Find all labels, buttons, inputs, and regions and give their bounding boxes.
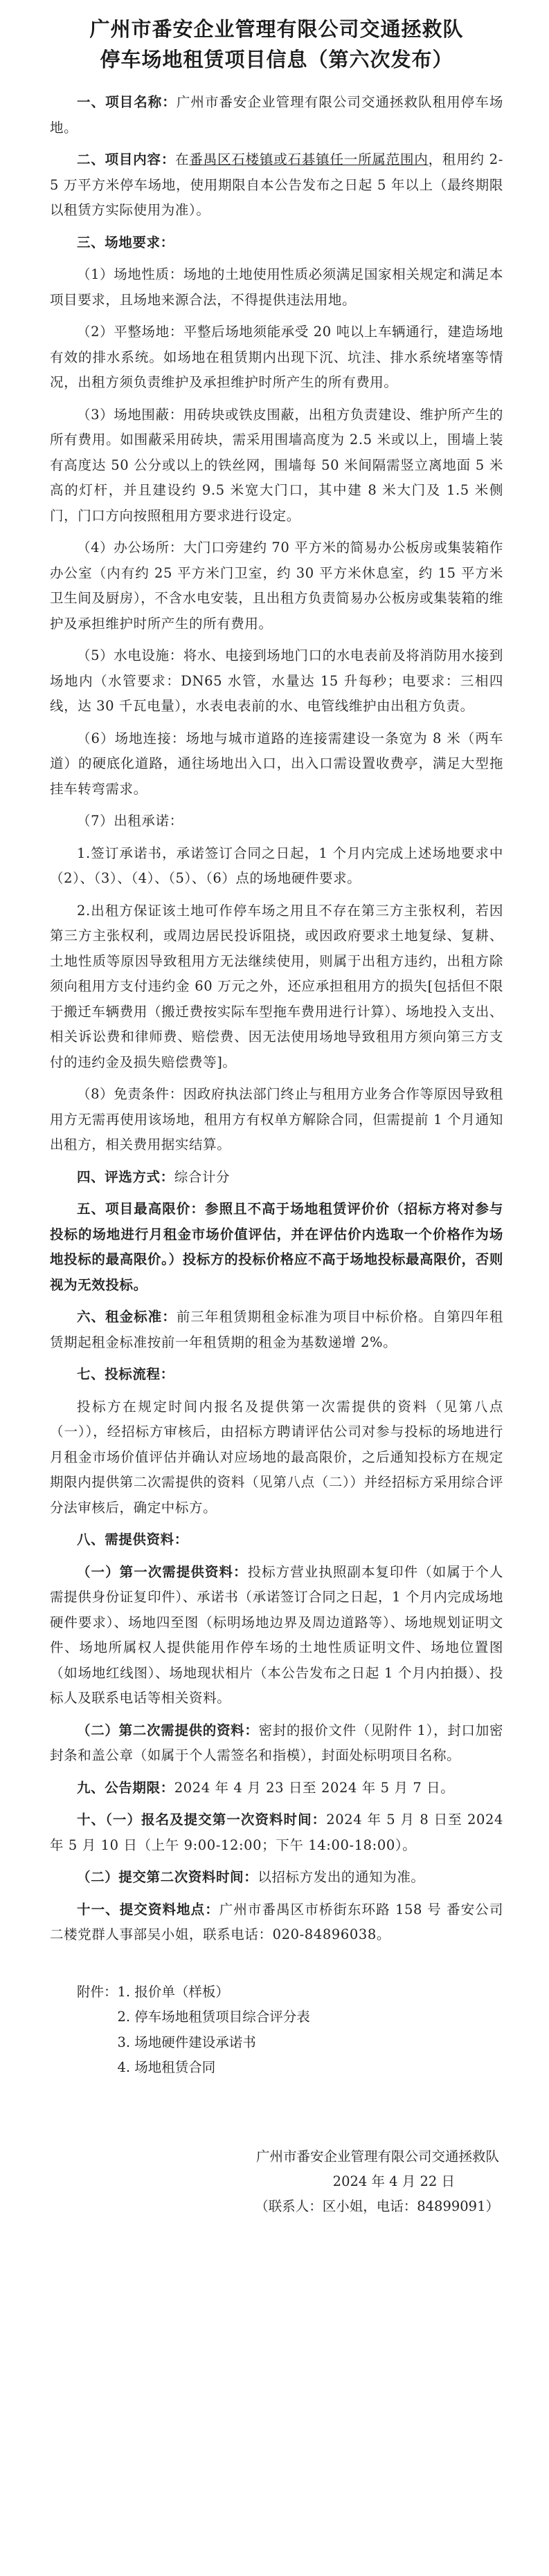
attachments-label: 附件： [77, 1983, 118, 2000]
materials-second-submission [50, 1718, 503, 1769]
section-registration-time [50, 1807, 503, 1858]
location-underlined: 番禺区石楼镇或石碁镇任一所属范围内 [189, 151, 429, 167]
requirement-1: （1）场地性质：场地的土地使用性质必须满足国家相关规定和满足本项目要求，且场地来源合法，不得提供违法用地。 [50, 266, 504, 308]
section-heading: （二）提交第二次资料时间： [77, 1869, 258, 1885]
requirement-7-item-2: 2.出租方保证该土地可作停车场之用且不存在第三方主张权利，若因第三方主张权利，或周边居民投诉阻挠，或因政府要求土地复绿、复耕、土地性质等原因导致租用方无法继续使用，则属于出租方违约，出租方除须向租用方支付违约金 60 万元之外，还应承担租用方的损失[包括但不限于搬迁车辆费用（搬迁费按实际车型拖车费用进行计算）、场地投入支出、相关诉讼费和律师费、赔偿费、因无法使用场地导致租用方须向第三方支付的违约金及损失赔偿费等]。 [50, 902, 503, 1070]
section-heading: 三、场地要求： [77, 234, 174, 250]
requirement-6: （6）场地连接：场地与城市道路的连接需建设一条宽为 8 米（两车道）的硬底化道路，通往场地出入口，出入口需设置收费亭，满足大型拖挂车转弯需求。 [50, 730, 503, 797]
section-text: 2024 年 4 月 23 日至 2024 年 5 月 7 日。 [174, 1779, 455, 1796]
section-required-materials [50, 1527, 503, 1553]
requirement-7: （7）出租承诺： [77, 813, 183, 829]
signature-contact: （联系人：区小姐，电话：84899091） [255, 2198, 499, 2214]
section-heading: 十一、提交资料地点： [77, 1901, 219, 1917]
attachments-heading [50, 1980, 503, 2005]
section-heading: 五、项目最高限价： [77, 1201, 205, 1217]
section-rent-standard [50, 1305, 503, 1355]
section-heading: 七、投标流程： [77, 1366, 174, 1382]
signature-block [50, 2144, 503, 2219]
attachment-item: 3. 场地硬件建设承诺书 [117, 2034, 256, 2050]
section-second-submission-time [50, 1865, 503, 1890]
subsection-text: 密封的报价文件（见附件 1），封口加密封条和盖公章（如属于个人需签名和指模），封面处标明项目名称。 [50, 1722, 503, 1763]
requirement-2: （2）平整场地：平整后场地须能承受 20 吨以上车辆通行，建造场地有效的排水系统。如场地在租赁期内出现下沉、坑洼、排水系统堵塞等情况，出租方须负责维护及承担维护时所产生的所有费用。 [50, 324, 503, 390]
section-heading: 二、项目内容： [77, 151, 176, 167]
section-project-name [50, 90, 503, 140]
title-line-1: 广州市番安企业管理有限公司交通拯救队 [89, 17, 464, 41]
page-title [50, 14, 503, 75]
section-evaluation-method [50, 1165, 503, 1190]
subsection-heading: （一）第一次需提供资料： [77, 1563, 248, 1580]
attachment-item: 1. 报价单（样板） [117, 1983, 229, 2000]
section-text: 前三年租赁期租金标准为项目中标价格。自第四年租赁期起租金标准按前一年租赁期的租金为基数递增 2%。 [50, 1309, 503, 1350]
bidding-process-text: 投标方在规定时间内报名及提供第一次需提供的资料（见第八点（一）），经招标方审核后，由招标方聘请评估公司对参与投标的场地进行月租金市场价值评估并确认对应场地的最高限价，之后通知投标方在规定期限内提供第二次需提供的资料（见第八点（二））并经招标方采用综合评分法审核后，确定中标方。 [50, 1398, 503, 1516]
section-notice-period [50, 1776, 503, 1801]
section-heading: 九、公告期限： [77, 1779, 174, 1796]
section-site-requirements [50, 230, 503, 256]
attachment-item: 2. 停车场地租赁项目综合评分表 [117, 2009, 310, 2025]
section-text-pre: 在 [175, 151, 190, 167]
materials-first-submission [50, 1560, 503, 1711]
signature-date: 2024 年 4 月 22 日 [332, 2173, 455, 2189]
subsection-text: 投标方营业执照副本复印件（如属于个人需提供身份证复印件）、承诺书（承诺签订合同之日起，1 个月内完成场地硬件要求）、场地四至图（标明场地边界及周边道路等）、场地规划证明文件、场地所属权人提供能用作停车场的土地性质证明文件、场地位置图（如场地红线图）、场地现状相片（本公告发布之日起 1 个月内拍摄）、投标人及联系电话等相关资料。 [50, 1563, 503, 1706]
subsection-heading: （二）第二次需提供的资料： [77, 1722, 259, 1738]
section-price-cap [50, 1197, 503, 1298]
section-submission-location [50, 1897, 503, 1948]
section-bidding-process [50, 1362, 503, 1388]
section-text: 参照且不高于场地租赁评价价（招标方将对参与投标的场地进行月租金市场价值评估，并在评估价内选取一个价格作为场地投标的最高限价。）投标方的投标价格应不高于场地投标最高限价，否则视为无效投标。 [50, 1201, 503, 1293]
section-heading: 一、项目名称： [77, 94, 177, 110]
section-text: 2024 年 5 月 8 日至 2024 年 5 月 10 日（上午 9:00-12:00；下午 14:00-18:00）。 [50, 1812, 503, 1853]
requirement-5: （5）水电设施：将水、电接到场地门口的水电表前及将消防用水接到场地内（水管要求：DN65 水管，水量达 15 升每秒；电要求：三相四线，达 30 千瓦电量），水表电表前的水、电管线维护由出租方负责。 [50, 647, 504, 714]
requirement-3: （3）场地围蔽：用砖块或铁皮围蔽，出租方负责建设、维护所产生的所有费用。如围蔽采用砖块，需采用围墙高度为 2.5 米或以上，围墙上装有高度达 50 公分或以上的铁丝网，围墙每 50 米间隔需竖立离地面 5 米高的灯杆，并且建设约 9.5 米宽大门口，其中建 8 米大门及 1.5 米侧门，门口方向按照租用方要求进行设定。 [50, 406, 504, 524]
requirement-8: （8）免责条件：因政府执法部门终止与租用方业务合作等原因导致租用方无需再使用该场地，租用方有权单方解除合同，但需提前 1 个月通知出租方，相关费用据实结算。 [50, 1086, 504, 1152]
section-heading: 八、需提供资料： [77, 1531, 188, 1547]
section-heading: 四、评选方式： [77, 1168, 174, 1185]
attachment-item: 4. 场地租赁合同 [117, 2059, 216, 2075]
attachments-list [50, 1980, 503, 2081]
section-project-content [50, 147, 503, 223]
section-text: 广州市番禺区市桥街东环路 158 号 番安公司二楼党群人事部吴小姐，联系电话：020-84896038。 [50, 1901, 503, 1942]
section-text: 广州市番安企业管理有限公司交通拯救队租用停车场地。 [50, 94, 503, 136]
section-text: 以招标方发出的通知为准。 [258, 1869, 425, 1885]
signature-org: 广州市番安企业管理有限公司交通拯救队 [255, 2148, 499, 2164]
section-text: 综合计分 [174, 1168, 231, 1185]
requirement-7-item-1: 1.签订承诺书，承诺签订合同之日起，1 个月内完成上述场地要求中（2）、（3）、（4）、（5）、（6）点的场地硬件要求。 [50, 845, 503, 886]
section-text-post: ，租用约 2-5 万平方米停车场地，使用期限自本公告发布之日起 5 年以上（最终期限以租赁方实际使用为准）。 [50, 151, 504, 218]
section-heading: 六、租金标准： [77, 1309, 177, 1325]
section-heading: 十、（一）报名及提交第一次资料时间： [77, 1812, 327, 1828]
title-line-2: 停车场地租赁项目信息（第六次发布） [100, 48, 453, 71]
requirement-4: （4）办公场所：大门口旁建约 70 平方米的简易办公板房或集装箱作办公室（内有约 25 平方米门卫室，约 30 平方米休息室，约 15 平方米卫生间及厨房），不含水电安装，且出租方负责简易办公板房或集装箱的维护及承担维护时所产生的所有费用。 [50, 540, 503, 632]
